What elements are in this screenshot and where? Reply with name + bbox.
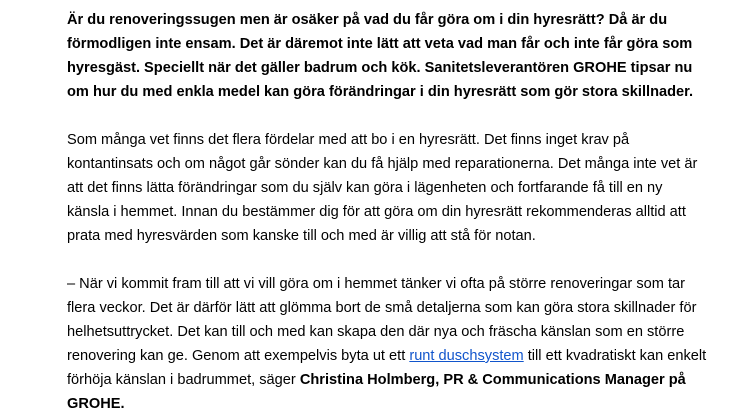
paragraph-spacer	[67, 104, 707, 128]
document-page	[67, 8, 707, 416]
lead-paragraph: Är du renoveringssugen men är osäker på vad du får göra om i din hyresrätt? Då är du förmodligen inte ensam. Det är däremot inte lätt att veta vad man får och inte får göra som hyresgäst. Speciellt när det gäller badrum och kök. Sanitetsleverantören GROHE tipsar nu om hur du med enkla medel kan göra förändringar i din hyresrätt som gör stora skillnader.	[67, 12, 694, 100]
shower-system-link[interactable]: runt duschsystem	[409, 348, 524, 364]
quote-text-after-link: till ett kvadratiskt kan enkelt förhöja känslan i badrummet, säger	[67, 348, 707, 388]
paragraph-spacer	[67, 248, 707, 272]
body-paragraph-1: Som många vet finns det flera fördelar med att bo i en hyresrätt. Det finns inget krav på kontantinsats och om något går sönder kan du få hjälp med reparationerna. Det många inte vet är att det finns lätta förändringar som du själv kan göra i lägenheten och fortfarande få till en ny känsla i hemmet. Innan du bestämmer dig för att göra om din hyresrätt rekommenderas alltid att prata med hyresvärden som kanske till och med är villig att stå för notan.	[67, 132, 698, 244]
quote-attribution: Christina Holmberg, PR & Communications Manager på GROHE.	[67, 372, 686, 412]
quote-text-before-link: – När vi kommit fram till att vi vill göra om i hemmet tänker vi ofta på större renoveringar som tar flera veckor. Det är därför lätt att glömma bort de små detaljerna som kan göra stora skillnader för helhetsuttrycket. Det kan till och med kan skapa den där nya och fräscha känslan som en större renovering kan ge. Genom att exempelvis byta ut ett	[67, 276, 697, 364]
quote-paragraph	[67, 272, 707, 416]
